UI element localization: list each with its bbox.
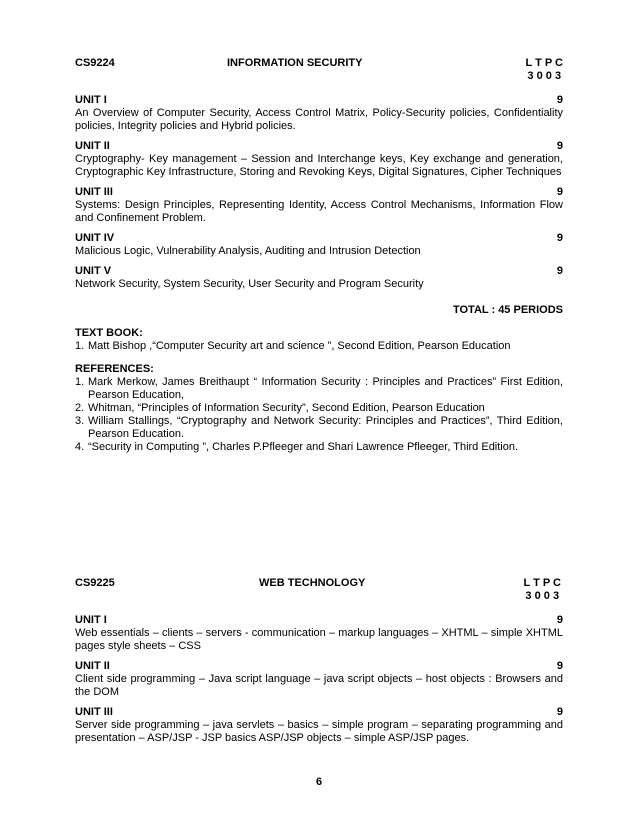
course-header (75, 57, 563, 87)
course-cs9224 (75, 57, 563, 454)
ltpc-values: 3 0 0 3 (525, 590, 560, 602)
unit-block (75, 232, 563, 258)
unit-block (75, 186, 563, 225)
list-item: 1. Matt Bishop ,“Computer Security art and science ”, Second Edition, Pearson Education (75, 340, 511, 352)
list-item: 2. Whitman, “Principles of Information Security”, Second Edition, Pearson Education (75, 402, 485, 414)
course-cs9225 (75, 577, 563, 745)
unit-block (75, 94, 563, 133)
ltpc-block (524, 577, 562, 603)
unit-text: Cryptography- Key management – Session and Interchange keys, Key exchange and generation, Cryptographic Key Infrastructure, Storing and Revoking Keys, Digital Signatures, Cipher Techniques (75, 153, 563, 178)
unit-hours: 9 (556, 140, 563, 152)
unit-label: UNIT IV (75, 232, 115, 244)
references-heading: REFERENCES: (75, 363, 154, 375)
unit-block (75, 706, 563, 745)
unit-label: UNIT V (75, 265, 112, 277)
unit-hours: 9 (556, 186, 563, 198)
unit-label: UNIT I (75, 614, 107, 626)
unit-text: Systems: Design Principles, Representing Identity, Access Control Mechanisms, Information Flow and Confinement Problem. (75, 199, 563, 224)
course-code: CS9225 (75, 577, 115, 589)
unit-block (75, 265, 563, 291)
unit-hours: 9 (556, 232, 563, 244)
unit-label: UNIT I (75, 94, 107, 106)
unit-label: UNIT II (75, 660, 110, 672)
unit-block (75, 660, 563, 699)
unit-label: UNIT III (75, 706, 113, 718)
unit-block (75, 140, 563, 179)
document-page (75, 57, 563, 744)
unit-label: UNIT III (75, 186, 113, 198)
list-item: 4. “Security in Computing ”, Charles P.Pfleeger and Shari Lawrence Pfleeger, Third Edition. (75, 441, 519, 453)
page-number: 6 (315, 776, 323, 788)
unit-hours: 9 (556, 94, 563, 106)
list-item: 3. William Stallings, “Cryptography and Network Security: Principles and Practices”, Third Edition, Pearson Education. (75, 415, 563, 440)
course-title: WEB TECHNOLOGY (259, 577, 366, 589)
ltpc-label: L T P C (525, 57, 563, 69)
unit-text: Malicious Logic, Vulnerability Analysis, Auditing and Intrusion Detection (75, 245, 421, 257)
unit-text: Web essentials – clients – servers - communication – markup languages – XHTML – simple XHTML pages style sheets – CSS (75, 627, 563, 652)
unit-hours: 9 (556, 614, 563, 626)
total-periods: TOTAL : 45 PERIODS (452, 304, 563, 316)
ltpc-block (526, 57, 564, 83)
list-item: 1. Mark Merkow, James Breithaupt “ Information Security : Principles and Practices” First Edition, Pearson Education, (75, 376, 563, 401)
references-list (75, 376, 563, 454)
ltpc-label: L T P C (523, 577, 561, 589)
course-code: CS9224 (75, 57, 115, 69)
unit-text: Network Security, System Security, User Security and Program Security (75, 278, 424, 290)
textbook-heading: TEXT BOOK: (75, 327, 143, 339)
unit-text: Client side programming – Java script language – java script objects – host objects : Browsers and the DOM (75, 673, 563, 698)
unit-hours: 9 (556, 265, 563, 277)
unit-block (75, 614, 563, 653)
unit-text: Server side programming – java servlets – basics – simple program – separating programming and presentation – ASP/JSP - JSP basics ASP/JSP objects – simple ASP/JSP pages. (75, 719, 563, 744)
course-title: INFORMATION SECURITY (227, 57, 363, 69)
unit-label: UNIT II (75, 140, 110, 152)
unit-hours: 9 (556, 706, 563, 718)
unit-text: An Overview of Computer Security, Access Control Matrix, Policy-Security policies, Confidentiality policies, Integrity policies and Hybrid policies. (75, 107, 563, 132)
course-header (75, 577, 563, 607)
ltpc-values: 3 0 0 3 (527, 70, 562, 82)
unit-hours: 9 (556, 660, 563, 672)
textbook-list (75, 340, 563, 353)
